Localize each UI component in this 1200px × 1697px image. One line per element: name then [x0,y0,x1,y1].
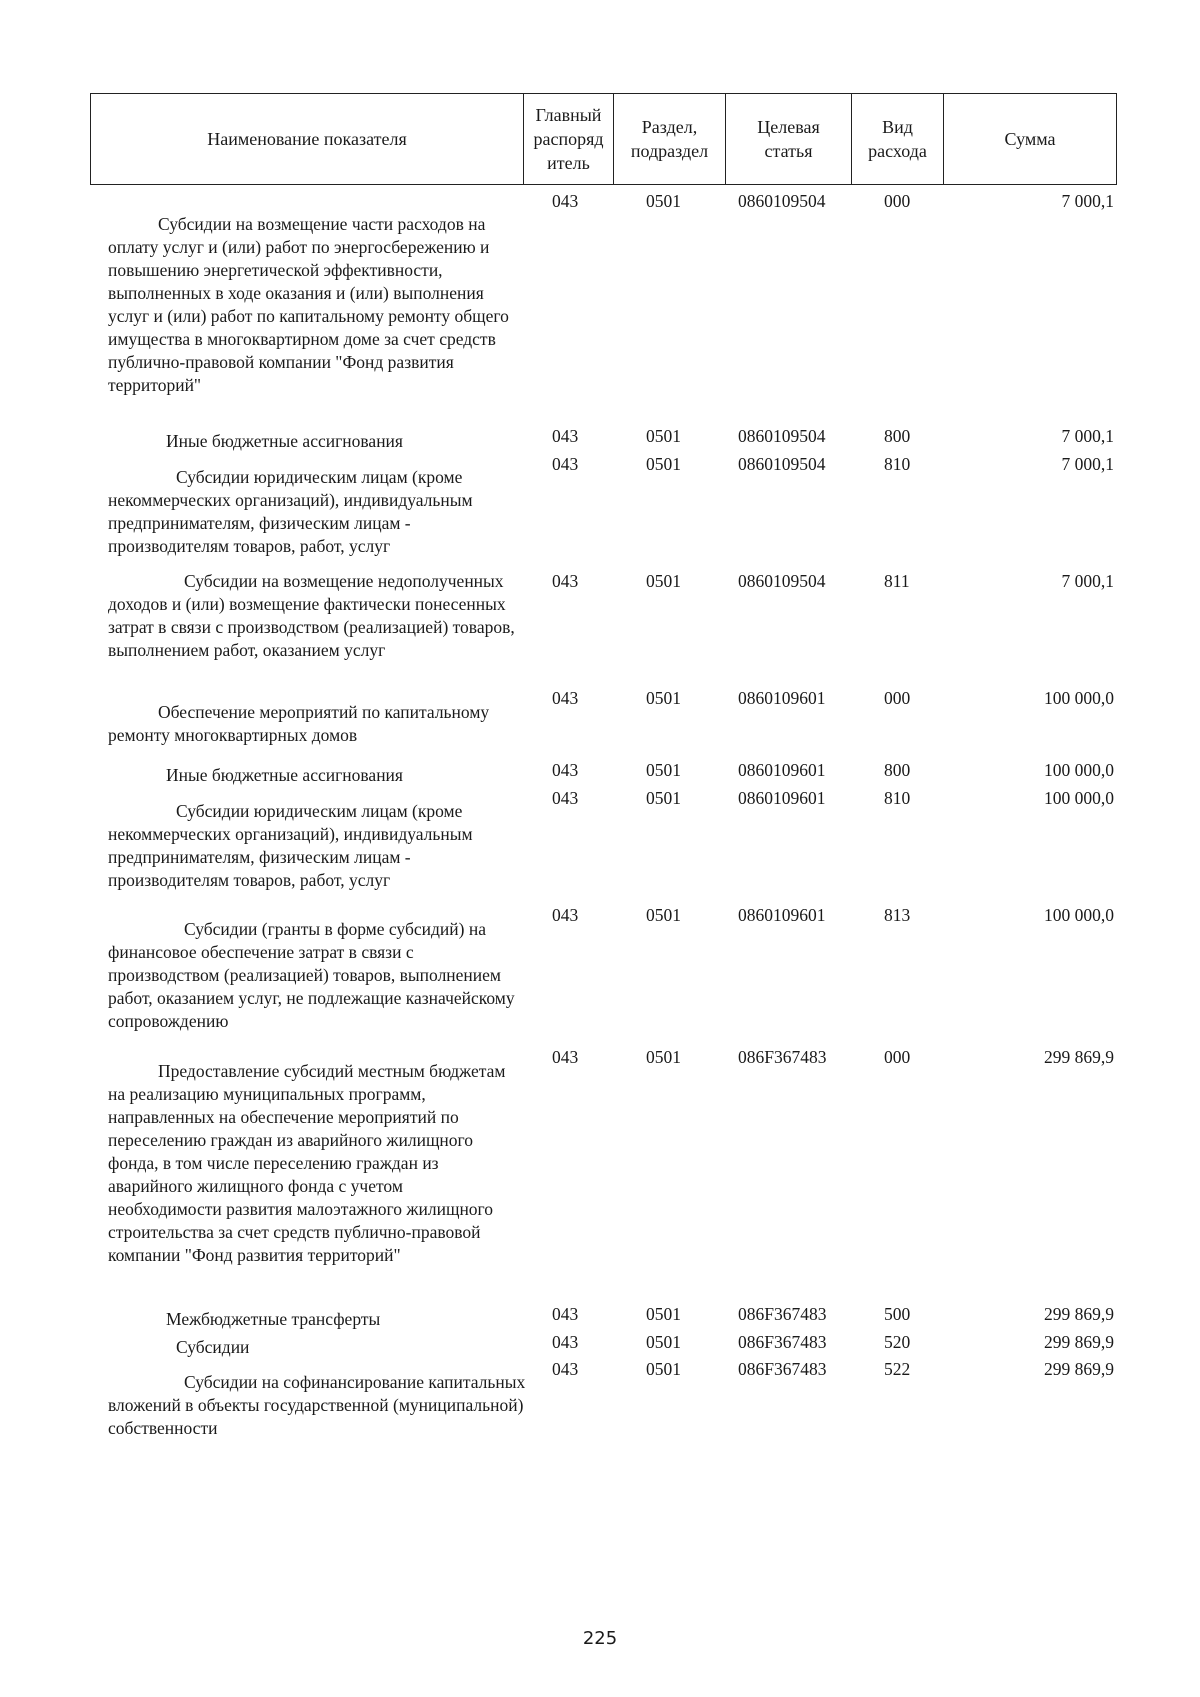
row-vid: 810 [884,454,911,474]
row-name: Иные бюджетные ассигнования [166,765,403,785]
row-summa: 299 869,9 [1044,1332,1114,1352]
row-razdel: 0501 [646,571,681,591]
row-celevaya: 0860109601 [738,760,826,780]
row-vid: 000 [884,191,911,211]
row-razdel: 0501 [646,760,681,780]
row-vid: 000 [884,688,911,708]
row-name: Субсидии (гранты в форме субсидий) на финансовое обеспечение затрат в связи с производством (реализацией) товаров, выполнением работ, оказанием услуг, не подлежащие казначейскому сопровождению [108,919,515,1031]
row-celevaya: 0860109504 [738,191,826,211]
row-summa: 7 000,1 [1061,191,1114,211]
row-celevaya: 086F367483 [738,1359,827,1379]
table-row [0,759,1200,785]
row-glavny: 043 [552,426,579,446]
table-row [0,687,1200,745]
row-razdel: 0501 [646,788,681,808]
header-name: Наименование показателя [207,129,407,149]
page-number: 225 [582,1628,618,1649]
row-razdel: 0501 [646,454,681,474]
row-celevaya: 086F367483 [738,1047,827,1067]
row-razdel: 0501 [646,905,681,925]
row-name: Субсидии на возмещение части расходов на оплату услуг и (или) работ по энергосбережению и повышению энергетической эффективности, выполненных в ходе оказания и (или) выполнения услуг и (или) работ по капитальному ремонту общего имущества в многоквартирном доме за счет средств публично-правовой компании "Фонд развития территорий" [108,214,509,395]
table-row [0,453,1200,556]
table-row [0,1331,1200,1357]
row-summa: 100 000,0 [1044,788,1114,808]
row-razdel: 0501 [646,1332,681,1352]
row-name: Межбюджетные трансферты [166,1309,381,1329]
row-vid: 813 [884,905,911,925]
row-glavny: 043 [552,1359,579,1379]
table-row [0,787,1200,890]
row-vid: 520 [884,1332,911,1352]
header-razdel: Раздел, подраздел [613,94,725,184]
row-vid: 500 [884,1304,911,1324]
row-glavny: 043 [552,454,579,474]
row-celevaya: 0860109601 [738,788,826,808]
row-name: Субсидии на возмещение недополученных доходов и (или) возмещение фактически понесенных затрат в связи с производством (реализацией) товаров, выполнением работ, оказанием услуг [108,571,515,660]
row-summa: 7 000,1 [1061,571,1114,591]
row-razdel: 0501 [646,191,681,211]
row-summa: 100 000,0 [1044,905,1114,925]
row-name: Субсидии юридическим лицам (кроме некоммерческих организаций), индивидуальным предпринимателям, физическим лицам - производителям товаров, работ, услуг [108,467,473,556]
row-celevaya: 086F367483 [738,1332,827,1352]
row-glavny: 043 [552,688,579,708]
row-celevaya: 086F367483 [738,1304,827,1324]
row-vid: 000 [884,1047,911,1067]
row-summa: 7 000,1 [1061,426,1114,446]
row-name: Предоставление субсидий местным бюджетам на реализацию муниципальных программ, направленных на обеспечение мероприятий по переселению граждан из аварийного жилищного фонда, в том числе переселению граждан из аварийного жилищного фонда с учетом необходимости развития малоэтажного жилищного строительства за счет средств публично-правовой компании "Фонд развития территорий" [108,1061,506,1265]
row-glavny: 043 [552,760,579,780]
row-glavny: 043 [552,905,579,925]
row-glavny: 043 [552,191,579,211]
row-name: Обеспечение мероприятий по капитальному ремонту многоквартирных домов [108,702,490,745]
header-summa: Сумма [943,94,1116,184]
row-summa: 7 000,1 [1061,454,1114,474]
row-razdel: 0501 [646,1047,681,1067]
table-row [0,1358,1200,1438]
table-row [0,1303,1200,1329]
header-glavny: Главный распоряд итель [523,94,613,184]
row-name: Субсидии юридическим лицам (кроме некоммерческих организаций), индивидуальным предпринимателям, физическим лицам - производителям товаров, работ, услуг [108,801,473,890]
table-row [0,190,1200,395]
row-vid: 810 [884,788,911,808]
row-summa: 100 000,0 [1044,760,1114,780]
row-glavny: 043 [552,571,579,591]
table-row [0,1046,1200,1265]
row-name: Иные бюджетные ассигнования [166,431,403,451]
row-razdel: 0501 [646,1304,681,1324]
row-glavny: 043 [552,1332,579,1352]
row-razdel: 0501 [646,426,681,446]
row-vid: 522 [884,1359,911,1379]
row-razdel: 0501 [646,1359,681,1379]
row-vid: 800 [884,760,911,780]
row-celevaya: 0860109504 [738,571,826,591]
table-row [0,570,1200,660]
table-header [90,93,1117,185]
row-summa: 299 869,9 [1044,1359,1114,1379]
table-row [0,904,1200,1031]
row-summa: 299 869,9 [1044,1047,1114,1067]
row-summa: 100 000,0 [1044,688,1114,708]
header-vid: Вид расхода [851,94,943,184]
row-vid: 811 [884,571,910,591]
row-name: Субсидии [176,1337,250,1357]
row-glavny: 043 [552,1304,579,1324]
row-razdel: 0501 [646,688,681,708]
header-celevaya: Целевая статья [725,94,851,184]
row-glavny: 043 [552,1047,579,1067]
table-row [0,425,1200,451]
row-glavny: 043 [552,788,579,808]
row-celevaya: 0860109601 [738,688,826,708]
row-summa: 299 869,9 [1044,1304,1114,1324]
row-name: Субсидии на софинансирование капитальных вложений в объекты государственной (муниципальной) собственности [108,1372,526,1438]
row-celevaya: 0860109504 [738,454,826,474]
row-celevaya: 0860109504 [738,426,826,446]
row-vid: 800 [884,426,911,446]
row-celevaya: 0860109601 [738,905,826,925]
